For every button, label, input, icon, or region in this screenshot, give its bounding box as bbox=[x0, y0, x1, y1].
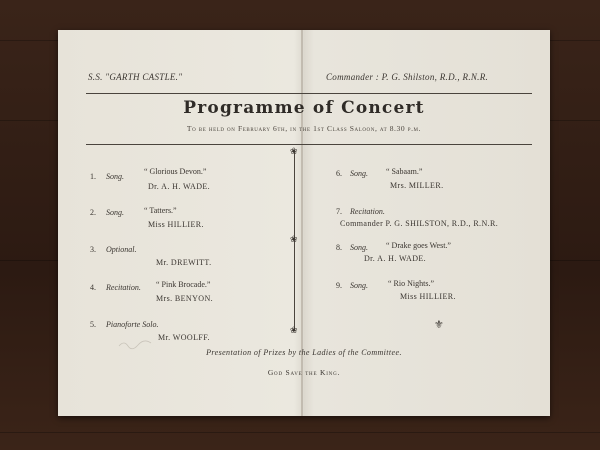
item-performer: Mrs. BENYON. bbox=[156, 294, 214, 303]
item-piece: “ Rio Nights.” bbox=[388, 279, 434, 288]
item-number: 4. bbox=[90, 283, 96, 292]
item-type: Song. bbox=[350, 243, 368, 252]
item-piece: “ Sabaam.” bbox=[386, 167, 423, 176]
item-piece: “ Pink Brocade.” bbox=[156, 280, 211, 289]
prize-presentation-note: Presentation of Prizes by the Ladies of the Committee. bbox=[206, 348, 402, 357]
item-piece: “ Tatters.” bbox=[144, 206, 177, 215]
item-performer: Commander P. G. SHILSTON, R.D., R.N.R. bbox=[340, 219, 499, 228]
bow-ornament-icon: ❀ bbox=[290, 146, 298, 156]
item-number: 6. bbox=[336, 169, 342, 178]
item-performer: Dr. A. H. WADE. bbox=[148, 182, 211, 191]
bow-ornament-icon: ❀ bbox=[290, 325, 298, 335]
fleur-de-lis-icon: ⚜ bbox=[434, 319, 444, 331]
item-number: 5. bbox=[90, 320, 96, 329]
item-performer: Mr. DREWITT. bbox=[156, 258, 212, 267]
programme-title: Programme of Concert bbox=[183, 98, 425, 118]
item-number: 3. bbox=[90, 245, 96, 254]
item-piece: “ Drake goes West.” bbox=[386, 241, 451, 250]
item-performer: Dr. A. H. WADE. bbox=[364, 254, 427, 263]
item-type: Recitation. bbox=[106, 283, 141, 292]
item-number: 7. bbox=[336, 207, 342, 216]
item-performer: Miss HILLIER. bbox=[148, 220, 204, 229]
item-type: Song. bbox=[350, 169, 368, 178]
concert-programme-card bbox=[58, 30, 550, 416]
ship-name: S.S. "GARTH CASTLE." bbox=[88, 72, 183, 82]
item-type: Song. bbox=[106, 172, 124, 181]
bow-ornament-icon: ❀ bbox=[290, 234, 298, 244]
top-rule bbox=[86, 93, 532, 94]
item-number: 1. bbox=[90, 172, 96, 181]
item-piece: “ Glorious Devon.” bbox=[144, 167, 207, 176]
item-type: Optional. bbox=[106, 245, 137, 254]
item-performer: Mr. WOOLFF. bbox=[158, 333, 210, 342]
paper-fold bbox=[301, 30, 303, 416]
item-number: 2. bbox=[90, 208, 96, 217]
item-performer: Mrs. MILLER. bbox=[390, 181, 444, 190]
item-type: Pianoforte Solo. bbox=[106, 320, 159, 329]
middle-rule bbox=[86, 144, 532, 145]
item-number: 9. bbox=[336, 281, 342, 290]
item-type: Song. bbox=[350, 281, 368, 290]
item-number: 8. bbox=[336, 243, 342, 252]
programme-subtitle: To be held on February 6th, in the 1st Class Saloon, at 8.30 p.m. bbox=[186, 124, 422, 133]
commander-name: Commander : P. G. Shilston, R.D., R.N.R. bbox=[326, 72, 489, 82]
item-type: Song. bbox=[106, 208, 124, 217]
item-performer: Miss HILLIER. bbox=[400, 292, 456, 301]
national-anthem-line: God Save the King. bbox=[267, 368, 341, 377]
item-type: Recitation. bbox=[350, 207, 385, 216]
